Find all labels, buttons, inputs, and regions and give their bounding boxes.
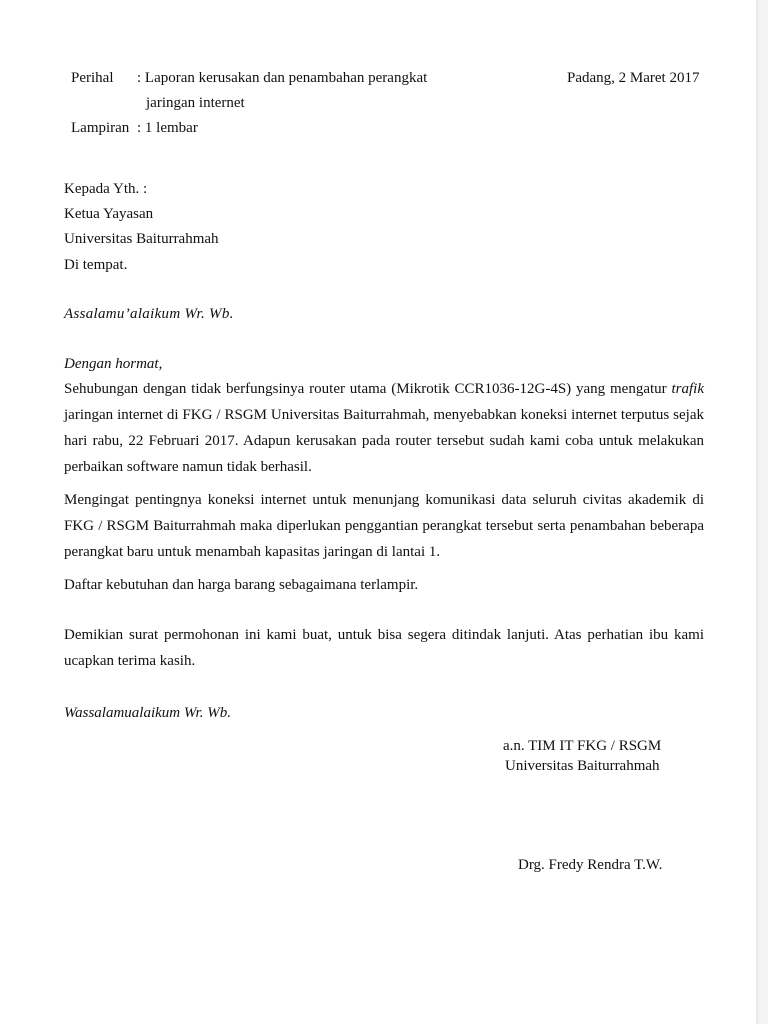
letter-date: Padang, 2 Maret 2017 (567, 70, 700, 86)
lampiran-value: : 1 lembar (137, 120, 198, 136)
paragraph-1 (64, 376, 704, 480)
recipient-greeting: Kepada Yth. : (64, 181, 148, 197)
lampiran-label: Lampiran (71, 120, 130, 136)
opening: Dengan hormat, (64, 356, 163, 372)
salutation: Assalamu’alaikum Wr. Wb. (64, 306, 234, 322)
perihal-label: Perihal (71, 70, 114, 86)
paragraph-1-rest: jaringan internet di FKG / RSGM Universitas Baiturrahmah, menyebabkan koneksi internet terputus sejak hari rabu, 22 Februari 2017. Adapun kerusakan pada router tersebut sudah kami coba untuk melakukan perbaikan software namun tidak berhasil. (64, 407, 704, 475)
perihal-value-continued: jaringan internet (146, 95, 245, 111)
paragraph-2: Mengingat pentingnya koneksi internet untuk menunjang komunikasi data seluruh civitas akademik di FKG / RSGM Baiturrahmah maka diperlukan penggantian perangkat tersebut serta penambahan beberapa perangkat baru untuk menambah kapasitas jaringan di lantai 1. (64, 492, 704, 560)
closing: Wassalamualaikum Wr. Wb. (64, 705, 231, 721)
perihal-value: : Laporan kerusakan dan penambahan perangkat (137, 70, 428, 86)
paragraph-3: Daftar kebutuhan dan harga barang sebagaimana terlampir. (64, 577, 419, 593)
paragraph-4: Demikian surat permohonan ini kami buat, untuk bisa segera ditindak lanjuti. Atas perhatian ibu kami ucapkan terima kasih. (64, 627, 704, 669)
signature-institution: Universitas Baiturrahmah (505, 758, 660, 774)
signature-on-behalf: a.n. TIM IT FKG / RSGM (503, 738, 662, 754)
recipient-line: Ketua Yayasan (64, 206, 154, 222)
paragraph-1-italic-term: trafik (671, 381, 704, 397)
paragraph-1-text: Sehubungan dengan tidak berfungsinya router utama (Mikrotik CCR1036-12G-4S) yang mengatur (64, 381, 672, 397)
signature-name: Drg. Fredy Rendra T.W. (518, 857, 663, 873)
recipient-line: Di tempat. (64, 257, 128, 273)
recipient-line: Universitas Baiturrahmah (64, 231, 219, 247)
